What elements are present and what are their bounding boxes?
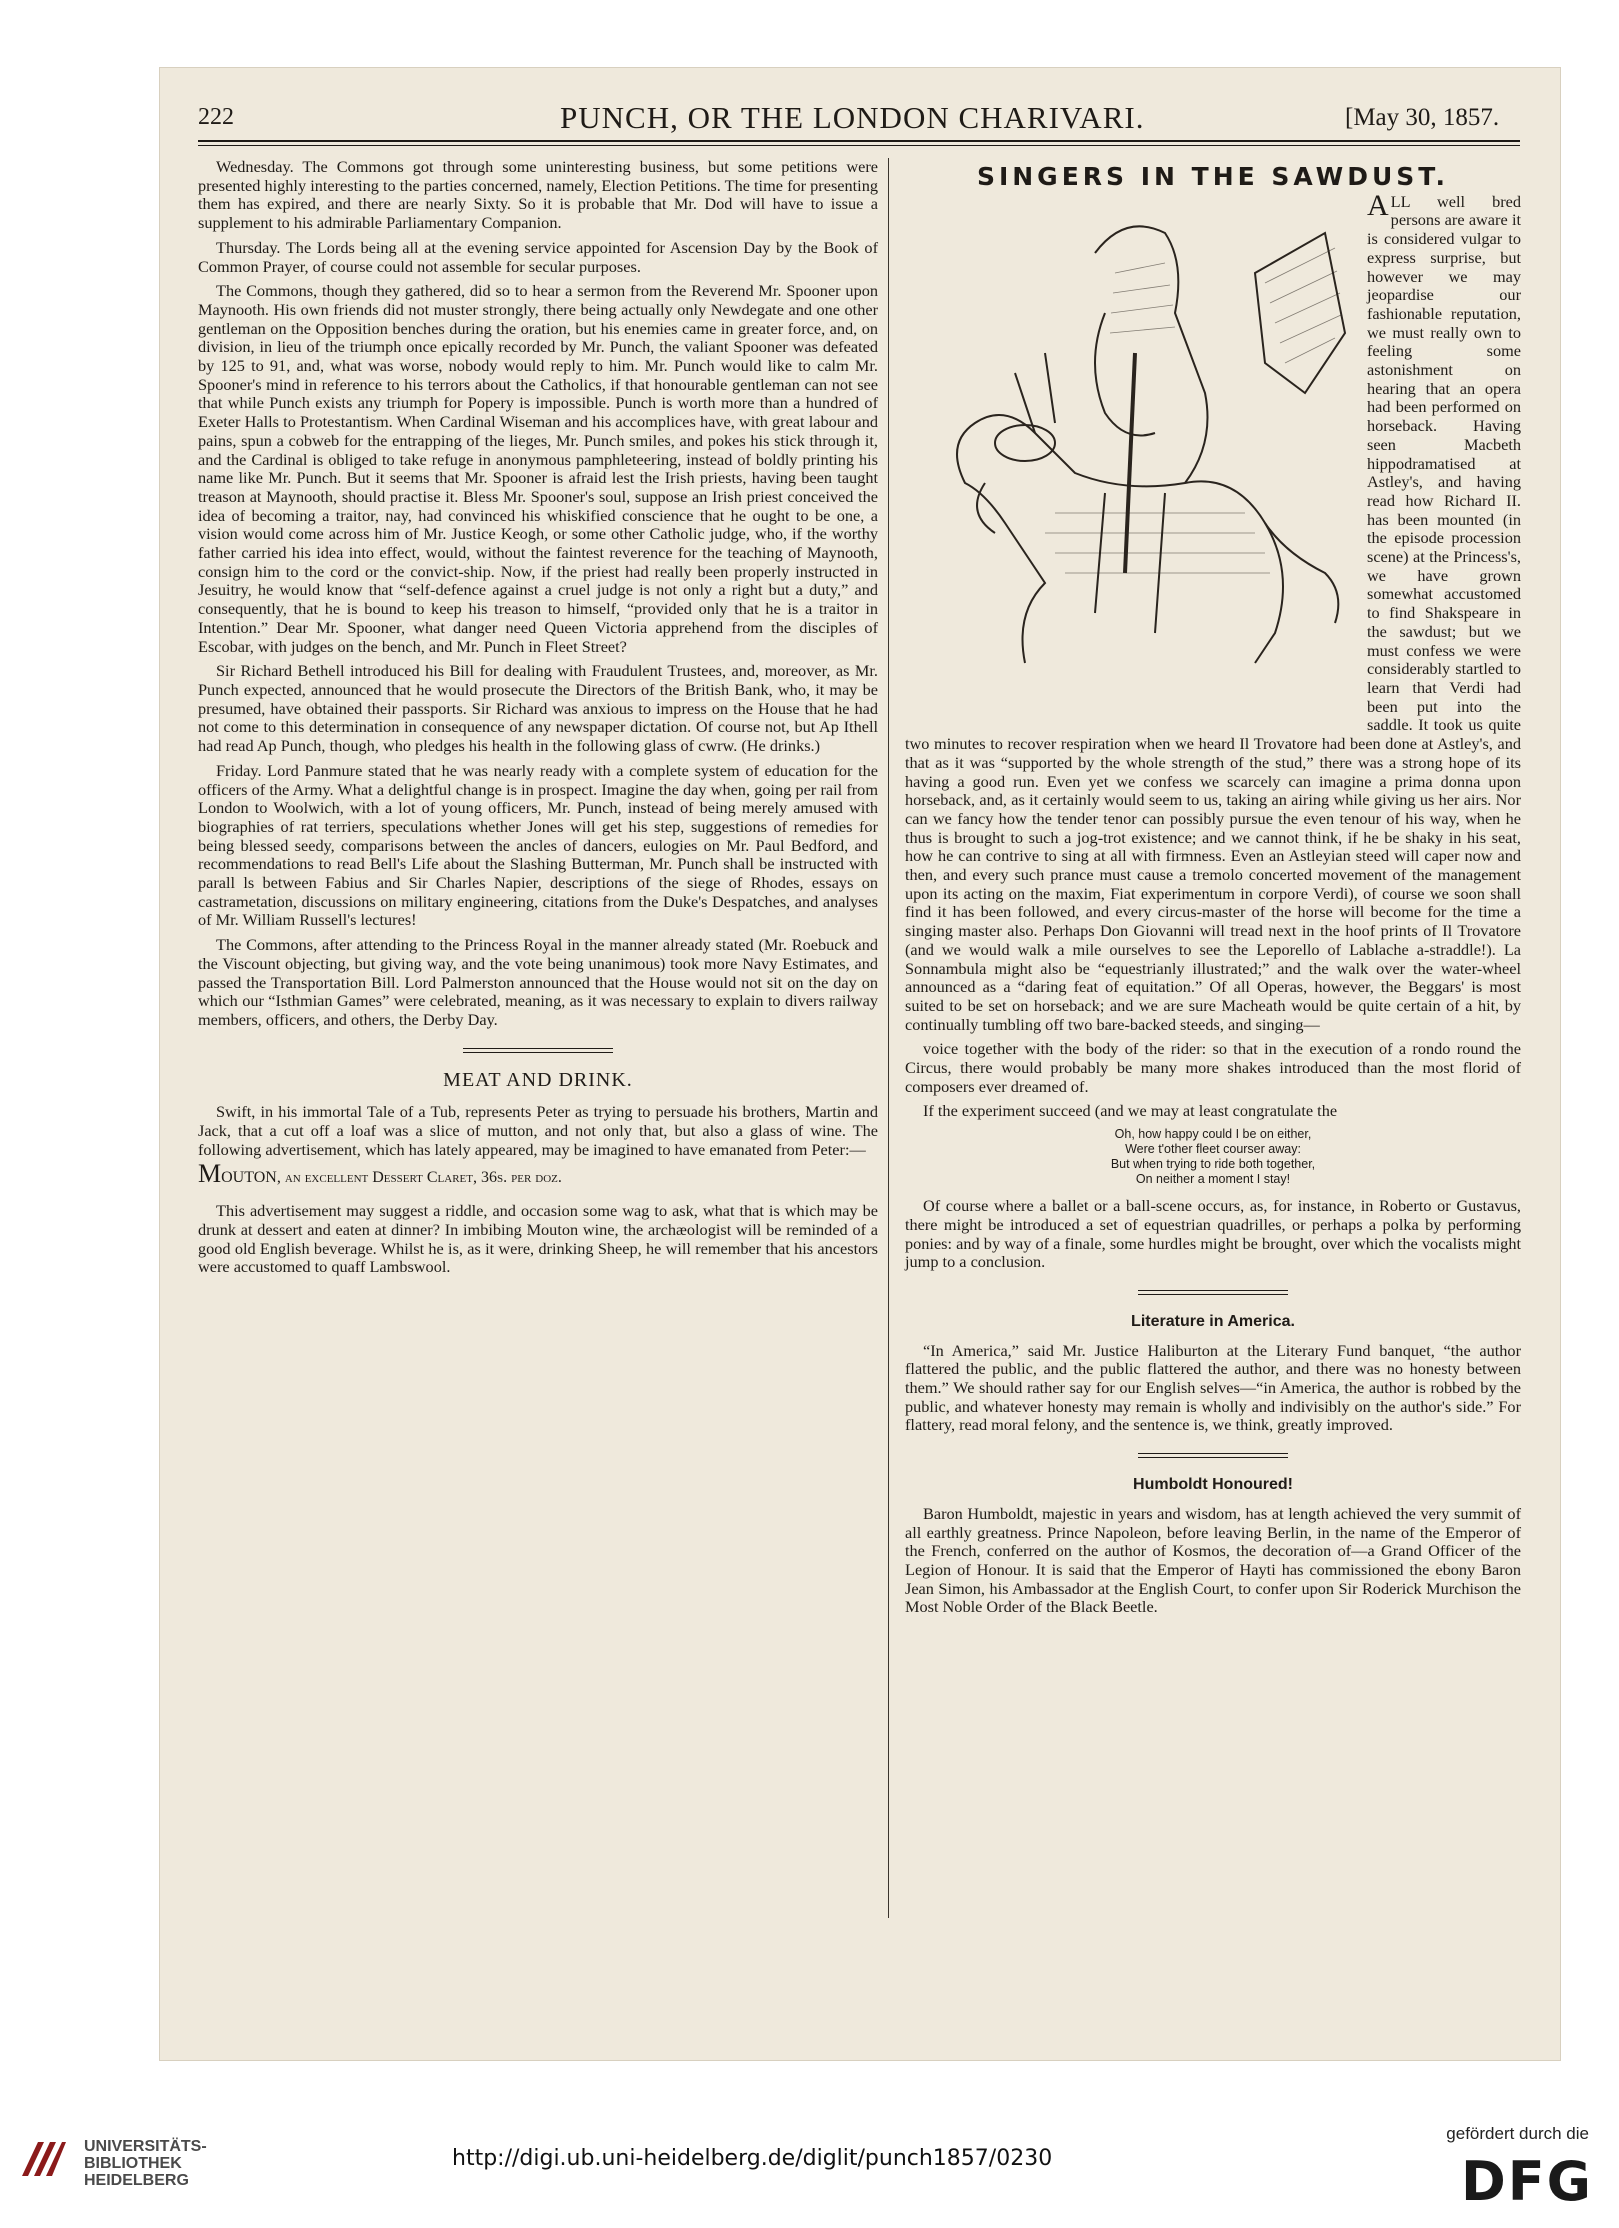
library-line: HEIDELBERG bbox=[84, 2172, 189, 2189]
right-column bbox=[905, 158, 1521, 1623]
verse-line: But when trying to ride both together, bbox=[1110, 1157, 1316, 1172]
university-library-logo-icon[interactable] bbox=[18, 2136, 68, 2182]
swift-paragraph: Swift, in his immortal Tale of a Tub, represents Peter as trying to persuade his brothers, Martin and Jack, that a cut off a loaf was a slice of mutton, and not only that, but also a glass of wine. The following advertisement, which has lately appeared, may be imagined to have emanated from Peter:— bbox=[198, 1102, 878, 1159]
singers-text: LL well bred persons are aware it is considered vulgar to express surprise, but however we may jeopardise our fashionable reputation, we must really own to feeling some astonishment on hearing that an opera had been performed on horseback. Having seen Macbeth hippodramatised at Astley's, and having read how Richard II. has been mounted (in the episode procession scene) at the Princess's, we have grown somewhat accustomed to find Shakspeare in the sawdust; but we must confess we were considerably startled to learn that Verdi had been put into the saddle. It took us quite two minutes to recover respiration when we heard Il Trovatore had been done at Astley's, and that as it was “supported by the whole strength of the stud,” there was a strong hope of its having a good run. Even yet we confess we scarcely can imagine a prima donna upon horseback, and, as it certainly would seem to us, taking an airing while giving us her airs. Nor can we fancy how the tender tenor can possibly pursue the even tenour of his way, when he thus is brought to such a jog-trot existence; and we cannot think, if he be shaky in his seat, how he can contrive to sing at all with firmness. Even an Astleyian steed will caper now and then, and every such prance must cause a tremolo concerted movement of the management upon its acting on the maxim, Fiat experimentum in corpore Verdi), of course we soon shall find it has been followed, and every circus-master of the horse will become for the time a singing master also. Perhaps Don Giovanni will tread next in the hoof prints of Il Trovatore (and we would walk a mile ourselves to see the Leporello of Lablache a-straddle!). La Sonnambula might also be “equestrianly illustrated;” and the walk over the water-wheel announced as a “daring feat of equitation.” Of all Operas, however, the Beggars' is most suited to be set on horseback; and we are sure Macheath would be quite certain of a hit, by continually tumbling off two bare-backed steeds, and singing— bbox=[905, 191, 1521, 1034]
column-divider bbox=[888, 158, 889, 1918]
commons-spooner-paragraph: The Commons, though they gathered, did so to hear a sermon from the Reverend Mr. Spooner upon Maynooth. His own friends did not muster strongly, there being actually only Newdegate and one other gentleman on the Opposition benches during the oration, but his enemies came in greater force, and, on division, in lieu of the triumph once epically recorded by Mr. Punch, the valiant Spooner was defeated by 125 to 91, and, what was worse, nobody would reply to him. Mr. Punch would like to calm Mr. Spooner's mind in reference to his terrors about the Catholics, if that honourable gentleman can not see that while Punch exists any triumph for Popery is impossible. Punch is worth more than a hundred of Exeter Halls to Protestantism. When Cardinal Wiseman and his accomplices have, with great labour and pains, spun a cobweb for the entrapping of the lieges, Mr. Punch smiles, and pokes his stick through it, and the Cardinal is obliged to take refuge in anonymous pamphleteering, instead of boldly printing his name like Mr. Punch. But it seems that Mr. Spooner is afraid lest the Irish priests, having been taught treason at Maynooth, should practise it. Bless Mr. Spooner's soul, suppose an Irish priest conceived the idea of becoming a traitor, nay, had convinced his whiskified conscience that he ought to be one, a vision would come across him of Mr. Justice Keogh, or some other Catholic judge, who, if the worthy father carried his idea into effect, would, without the faintest reverence for the teaching of Maynooth, consign him to the cord or the convict-ship. Now, if the priest had really been properly instructed in Jesuitry, he would know that “self-defence against a cruel judge is not only a right but a duty,” and consequently, that he is bound to keep his treason to himself, “provided only that he is a traitor in Intention.” Dear Mr. Spooner, what danger need Queen Victoria apprehend from the disciples of Escobar, with judges on the bench, and Mr. Punch in Fleet Street? bbox=[198, 281, 878, 656]
drop-capital: A bbox=[1367, 188, 1389, 222]
ad-text: OUTON, an excellent Dessert Claret, 36s. per doz. bbox=[221, 1169, 562, 1187]
header-rule bbox=[198, 140, 1520, 146]
singers-paragraph-2: voice together with the body of the rider: so that in the execution of a rondo round the Circus, there would probably be many more shakes introduced than the most florid of composers ever dreamed of. bbox=[905, 1039, 1521, 1096]
university-library-name[interactable] bbox=[84, 2138, 207, 2189]
wednesday-paragraph: Wednesday. The Commons got through some uninteresting business, but some petitions were presented highly interesting to the parties concerned, namely, Election Petitions. The time for presenting them has expired, and there are nearly Sixty. So it is probable that Mr. Dod will have to issue a supplement to his admirable Parliamentary Companion. bbox=[198, 157, 878, 233]
verse-line: Were t'other fleet courser away: bbox=[1125, 1142, 1301, 1157]
newspaper-page bbox=[160, 68, 1560, 2060]
literature-paragraph: “In America,” said Mr. Justice Haliburton at the Literary Fund banquet, “the author flattered the public, and the public flattered the author, and there was no honesty between them.” We should rather say for our English selves—“in America, the author is robbed by the public, and whatever honesty may remain is wholly and indivisibly on the author's side.” For flattery, read moral felony, and the sentence is, we think, greatly improved. bbox=[905, 1340, 1521, 1435]
section-separator bbox=[1138, 1453, 1288, 1458]
riddle-paragraph: This advertisement may suggest a riddle, and occasion some wag to ask, what that is which may be drunk at dessert and eaten at dinner? In imbibing Mouton wine, the archæologist will be reminded of a good old English beverage. Whilst he is, as it were, drinking Sheep, he will remember that his ancestors were accustomed to quaff Lambswool. bbox=[198, 1201, 878, 1277]
dfg-logo[interactable]: DFG bbox=[1460, 2150, 1593, 2213]
singers-paragraph-4: Of course where a ballet or a ball-scene occurs, as, for instance, in Roberto or Gustavus, there might be introduced a set of equestrian quadrilles, or perhaps a polka by performing ponies: and by way of a finale, some hurdles might be brought, over which the vocalists might jump to a conclusion. bbox=[905, 1196, 1521, 1272]
humboldt-paragraph: Baron Humboldt, majestic in years and wisdom, has at length achieved the very summit of all earthly greatness. Prince Napoleon, before leaving Berlin, in the name of the Emperor of the French, conferred on the author of Kosmos, the decoration of—a Grand Officer of the Legion of Honour. It is said that the Emperor of Hayti has commissioned the ebony Baron Jean Simon, his Ambassador at the English Court, to confer upon Sir Roderick Murchison the Most Noble Order of the Black Beetle. bbox=[905, 1503, 1521, 1617]
verse-line: On neither a moment I stay! bbox=[1135, 1172, 1291, 1187]
library-line: UNIVERSITÄTS- bbox=[84, 2138, 207, 2155]
issue-date: [May 30, 1857. bbox=[1345, 104, 1500, 131]
library-line: BIBLIOTHEK bbox=[84, 2155, 182, 2172]
verse-block bbox=[905, 1127, 1521, 1187]
bethell-paragraph: Sir Richard Bethell introduced his Bill for dealing with Fraudulent Trustees, and, moreover, as Mr. Punch expected, announced that he would prosecute the Directors of the British Bank, who, it may be presumed, have obtained their passports. Sir Richard was anxious to impress on the House that he had not come to this determination in consequence of any newspaper dictation. Of course not, but Ap Ithell had read Ap Punch, though, who pledges his health in the following glass of cwrw. (He drinks.) bbox=[198, 661, 878, 756]
section-separator bbox=[463, 1048, 613, 1053]
humboldt-honoured-title: Humboldt Honoured! bbox=[1133, 1476, 1293, 1494]
left-column bbox=[198, 158, 878, 1283]
running-title: PUNCH, OR THE LONDON CHARIVARI. bbox=[560, 100, 1145, 135]
meat-and-drink-title: MEAT AND DRINK. bbox=[443, 1068, 633, 1091]
permalink-url[interactable]: http://digi.ub.uni-heidelberg.de/diglit/punch1857/0230 bbox=[452, 2146, 1053, 2171]
knight-on-horse-illustration bbox=[905, 193, 1357, 713]
commons-navy-paragraph: The Commons, after attending to the Princess Royal in the manner already stated (Mr. Roebuck and the Viscount objecting, but giving way, and the vote being unanimous) took more Navy Estimates, and passed the Transportation Bill. Lord Palmerston announced that the House would not sit on the day on which our “Isthmian Games” were celebrated, meaning, as it was necessary to explain to divers railway members, officers, and others, the Derby Day. bbox=[198, 935, 878, 1029]
funded-by-label: gefördert durch die bbox=[1446, 2124, 1589, 2143]
footer-bar bbox=[0, 2088, 1619, 2228]
singers-in-the-sawdust-title: SINGERS IN THE SAWDUST. bbox=[976, 162, 1450, 191]
ad-initial: M bbox=[198, 1159, 222, 1189]
mouton-advertisement bbox=[198, 1159, 878, 1189]
friday-paragraph: Friday. Lord Panmure stated that he was nearly ready with a complete system of education for the officers of the Army. What a delightful change is in prospect. Imagine the day when, going per rail from London to Woolwich, with a lot of young officers, Mr. Punch, instead of being merely amused with biographies of rat terriers, speculations whether Jones will get his step, suggestions of remedies for being blessed seedy, comparisons between the ancles of dancers, eulogies on Mr. Paul Bedford, and recommendations to read Bell's Life about the Slashing Butterman, Mr. Punch shall be instructed with parall ls between Fabius and Sir Charles Napier, descriptions of the siege of Rhodes, essays on castrametation, discussions on military engineering, citations from the Duke's Despatches, and analyses of Mr. William Russell's lectures! bbox=[198, 760, 878, 930]
singers-paragraph-3: If the experiment succeed (and we may at least congratulate the bbox=[923, 1101, 1338, 1121]
section-separator bbox=[1138, 1290, 1288, 1295]
literature-in-america-title: Literature in America. bbox=[1131, 1312, 1295, 1330]
verse-line: Oh, how happy could I be on either, bbox=[1114, 1127, 1312, 1142]
page-number: 222 bbox=[198, 104, 234, 130]
thursday-paragraph: Thursday. The Lords being all at the evening service appointed for Ascension Day by the Book of Common Prayer, of course could not assemble for secular purposes. bbox=[198, 237, 878, 276]
